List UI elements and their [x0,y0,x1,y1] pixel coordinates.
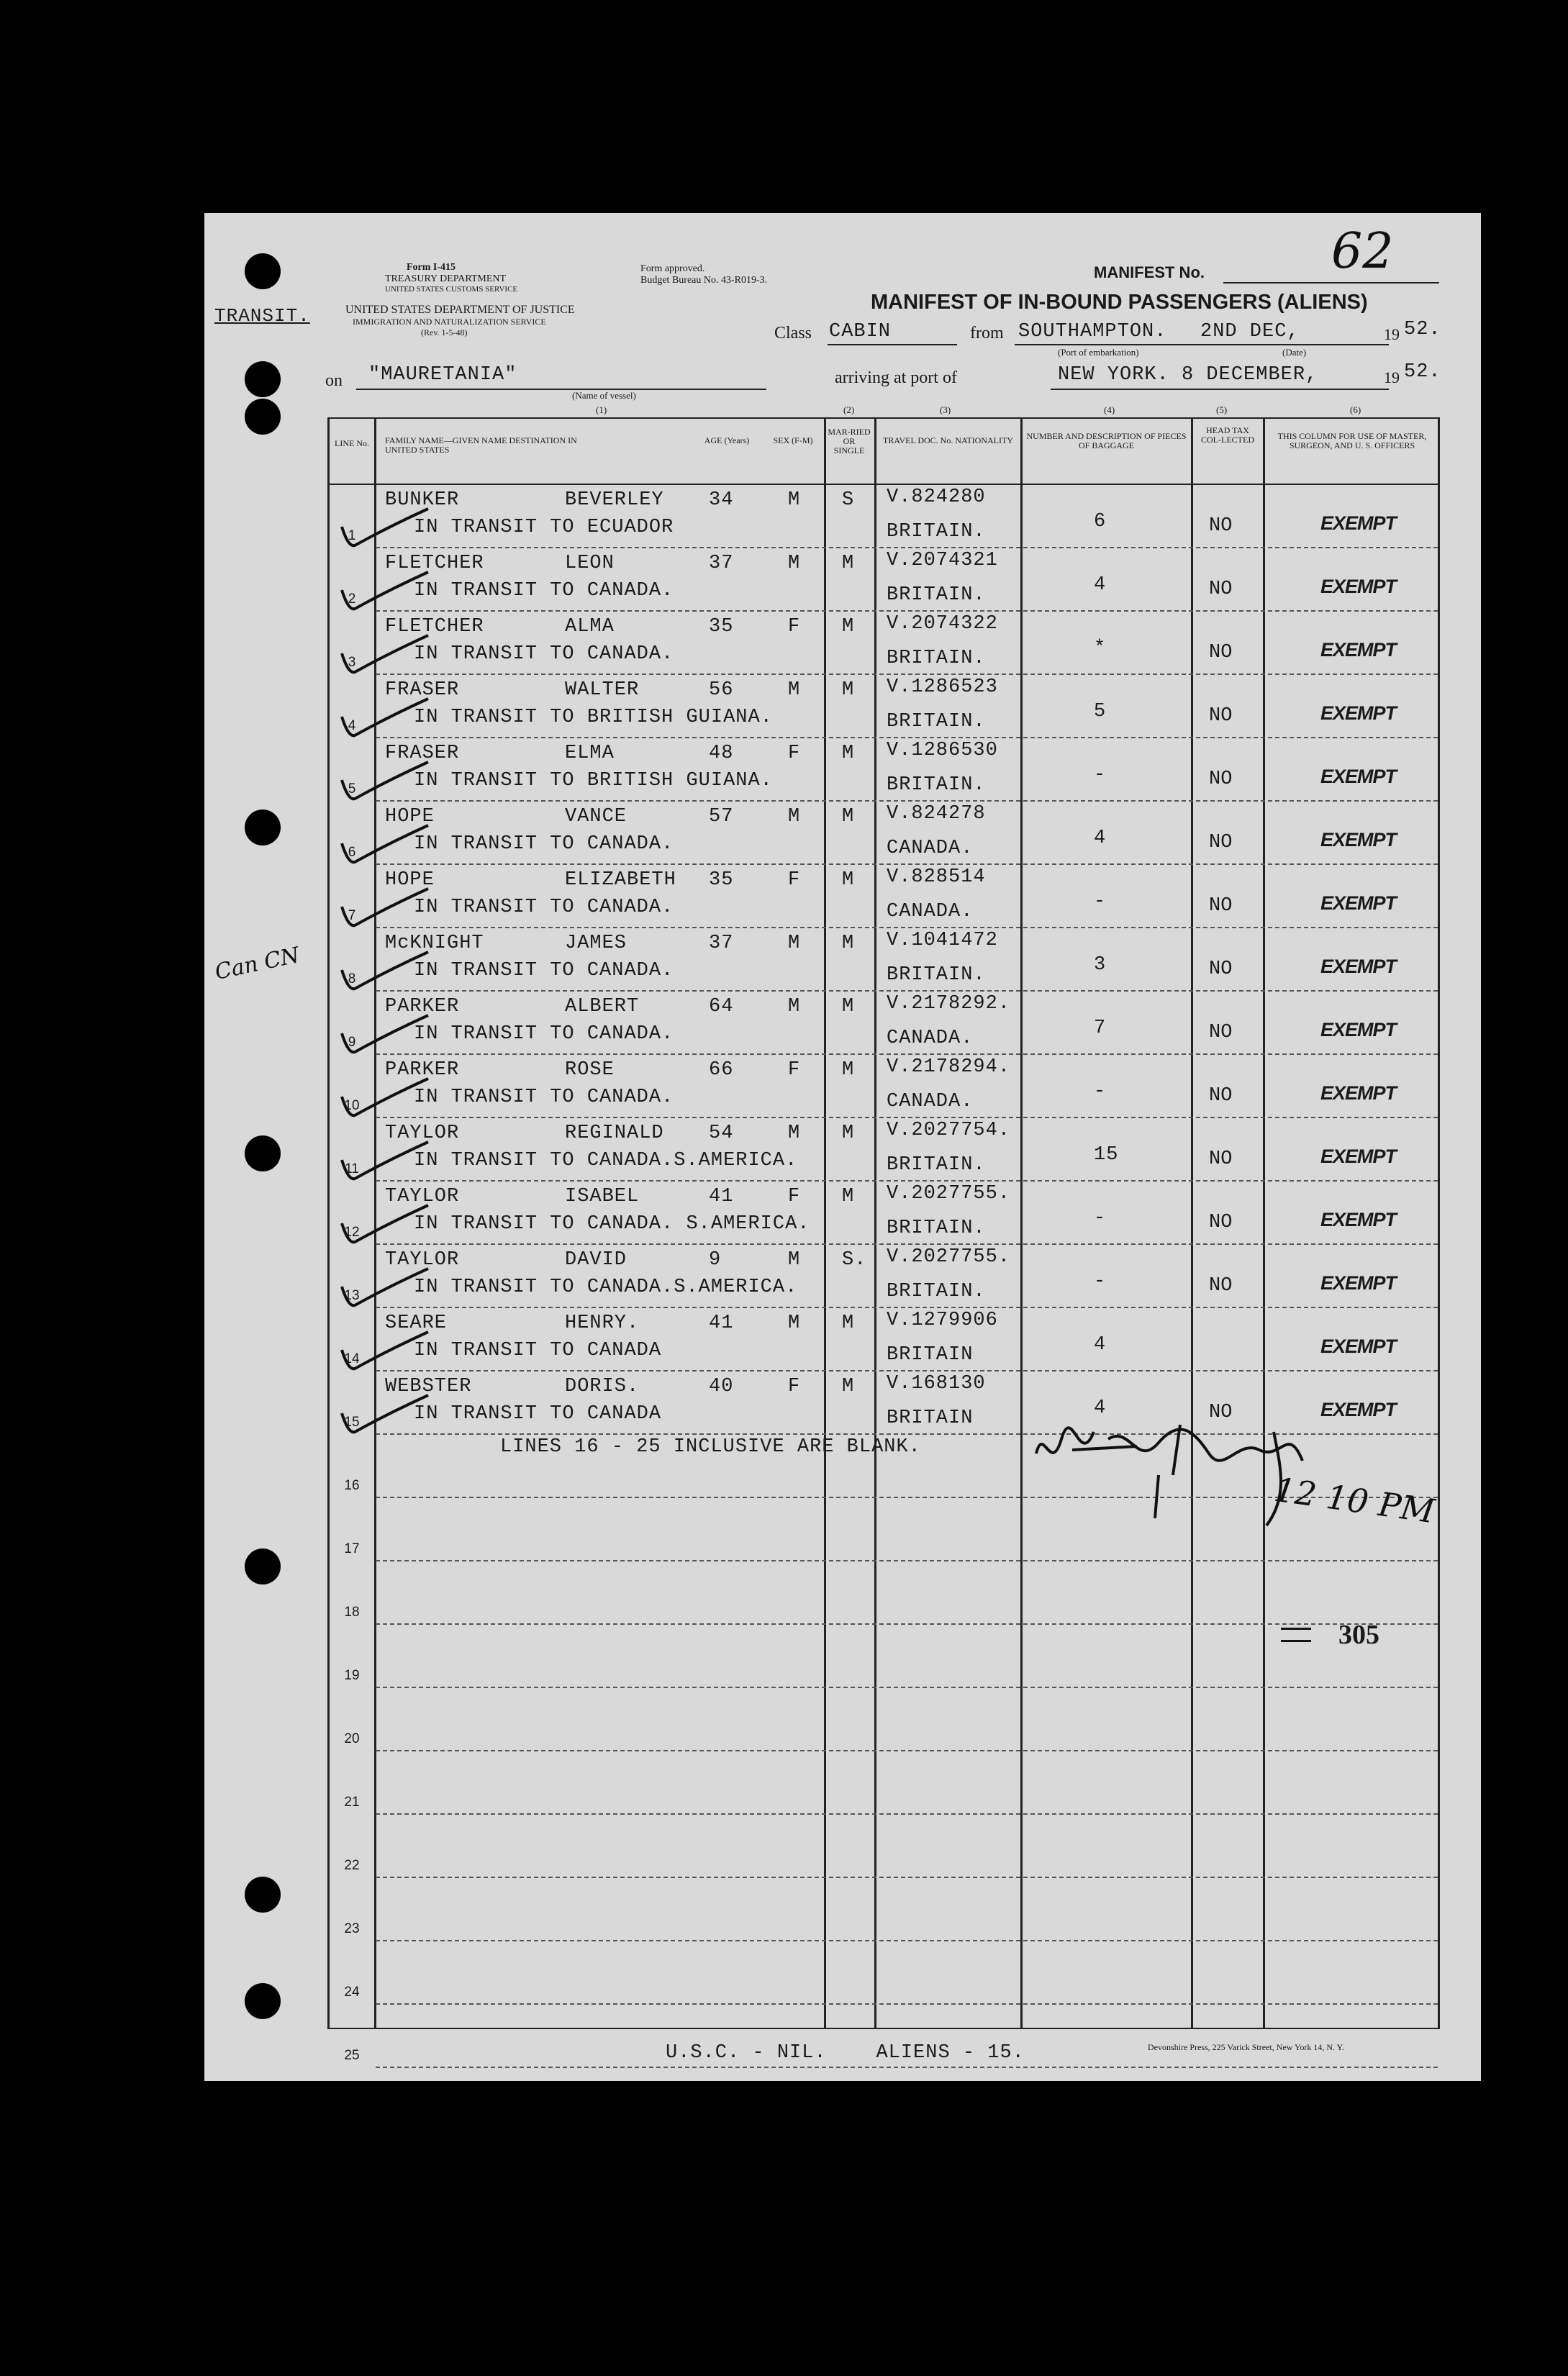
sex: M [788,489,801,511]
nationality: BRITAIN. [887,1218,986,1239]
col-number: (3) [940,404,951,415]
baggage-count: - [1094,891,1107,912]
baggage-count: - [1094,1207,1107,1229]
baggage-count: 4 [1094,827,1107,849]
header-bottom-border [327,484,1439,485]
row-number: 2 [348,591,356,607]
marital-status: M [842,996,855,1017]
nationality: BRITAIN [887,1344,974,1366]
age: 48 [709,743,734,764]
header-officers: THIS COLUMN FOR USE OF MASTER, SURGEON, AND U. S. OFFICERS [1277,431,1427,450]
row-divider [376,1053,1438,1055]
blank-lines-note: LINES 16 - 25 INCLUSIVE ARE BLANK. [500,1436,921,1458]
baggage-count: 4 [1094,574,1107,596]
row-divider [376,1940,1438,1941]
travel-doc: V.2178292. [887,993,1011,1015]
head-tax: NO [1209,515,1233,537]
sex: F [788,1376,801,1397]
rev-label: (Rev. 1-5-48) [421,327,468,337]
row-divider [376,1687,1438,1688]
travel-doc: V.2074321 [887,550,998,571]
travel-doc: V.2178294. [887,1056,1011,1078]
row-divider [376,737,1438,738]
sex: F [788,616,801,638]
officer-note: EXEMPT [1320,702,1397,724]
row-number: 21 [344,1795,360,1810]
sex: M [788,996,801,1017]
row-number: 13 [344,1288,360,1303]
vessel-underline [356,389,766,390]
row-divider [376,1117,1438,1118]
on-label: on [325,371,343,390]
header-travel-doc: TRAVEL DOC. No. NATIONALITY [883,435,1013,445]
vessel-name: "MAURETANIA" [368,364,517,386]
marital-status: M [842,1376,855,1397]
age: 41 [709,1186,734,1207]
travel-doc: V.824278 [887,803,986,825]
class-value: CABIN [829,321,892,343]
officer-note: EXEMPT [1320,892,1397,914]
page-title: MANIFEST OF IN-BOUND PASSENGERS (ALIENS) [871,291,1368,314]
row-divider [376,547,1438,548]
officer-note: EXEMPT [1320,1209,1397,1230]
nationality: BRITAIN. [887,774,986,796]
marital-status: S. [842,1249,867,1271]
family-name: FRASER [385,679,460,701]
destination: IN TRANSIT TO CANADA. [414,643,674,665]
col-number: (5) [1216,404,1228,415]
age: 35 [709,616,734,638]
destination: IN TRANSIT TO CANADA. [414,960,674,981]
row-number: 25 [344,2048,360,2063]
punch-hole [245,1877,281,1913]
family-name: FRASER [385,743,460,764]
nationality: BRITAIN. [887,1154,986,1176]
age: 9 [709,1249,722,1271]
head-tax: NO [1209,1148,1233,1170]
marital-status: M [842,933,855,954]
row-divider [376,990,1438,992]
travel-doc: V.2027755. [887,1183,1011,1205]
margin-note: Can CN [212,943,302,985]
nationality: BRITAIN [887,1407,974,1429]
family-name: HOPE [385,806,435,827]
row-number: 1 [348,528,356,543]
given-name: WALTER [565,679,640,701]
sex: M [788,806,801,827]
given-name: JAMES [565,933,627,954]
header-married: MAR-RIED OR SINGLE [828,427,871,455]
travel-doc: V.828514 [887,866,986,888]
row-number: 23 [344,1921,360,1936]
sex: M [788,1312,801,1334]
family-name: BUNKER [385,489,460,511]
table-right-border [1438,417,1440,2029]
marital-status: M [842,679,855,701]
total-stamp: 305 [1338,1620,1379,1650]
row-divider [376,863,1438,865]
row-divider [376,2003,1438,2005]
head-tax: NO [1209,1402,1233,1423]
row-divider [376,1877,1438,1878]
table-top-border [327,417,1439,419]
header-baggage: NUMBER AND DESCRIPTION OF PIECES OF BAGGAGE [1026,431,1187,450]
row-divider [376,1813,1438,1815]
destination: IN TRANSIT TO CANADA [414,1403,662,1425]
form-number: Form I-415 [407,262,456,273]
row-number: 9 [348,1035,356,1050]
baggage-tax-divider [1191,417,1193,2029]
sex: F [788,1186,801,1207]
marital-status: M [842,743,855,764]
footer-summary: U.S.C. - NIL. ALIENS - 15. [666,2042,1025,2064]
justice-label: UNITED STATES DEPARTMENT OF JUSTICE [345,304,575,316]
punch-hole [245,1135,281,1171]
travel-doc: V.1286530 [887,740,998,761]
total-stamp-marks [1281,1628,1311,1642]
punch-hole [245,253,281,289]
class-underline [828,344,957,345]
destination: IN TRANSIT TO CANADA. [414,897,674,918]
row-number: 6 [348,845,356,860]
row-divider [376,674,1438,675]
punch-hole [245,810,281,845]
family-name: TAYLOR [385,1123,460,1144]
travel-doc: V.824280 [887,486,986,508]
marital-status: M [842,553,855,574]
row-number: 7 [348,908,356,923]
age: 35 [709,869,734,891]
destination: IN TRANSIT TO ECUADOR [414,517,674,538]
marital-status: M [842,1059,855,1081]
row-number: 20 [344,1731,360,1746]
baggage-count: 7 [1094,1017,1107,1039]
head-tax: NO [1209,958,1233,980]
row-divider [376,1370,1438,1371]
travel-doc: V.168130 [887,1373,986,1395]
row-divider [376,1243,1438,1245]
date-caption: (Date) [1282,347,1307,358]
destination: IN TRANSIT TO CANADA [414,1340,662,1361]
table-bottom-border [327,2028,1439,2029]
officer-note: EXEMPT [1320,1019,1397,1040]
ins-label: IMMIGRATION AND NATURALIZATION SERVICE [353,317,546,327]
baggage-count: 15 [1094,1144,1119,1166]
port-of-embarkation: SOUTHAMPTON. [1018,321,1167,343]
destination: IN TRANSIT TO CANADA. [414,1023,674,1045]
marital-status: M [842,806,855,827]
given-name: DAVID [565,1249,627,1271]
row-number: 19 [344,1668,360,1683]
year-prefix: 19 [1384,325,1400,343]
nationality: BRITAIN. [887,584,986,606]
head-tax: NO [1209,1022,1233,1043]
tax-officer-divider [1263,417,1265,2029]
printer-imprint: Devonshire Press, 225 Varick Street, New York 14, N. Y. [1148,2042,1344,2052]
travel-doc: V.2074322 [887,613,998,635]
marital-status: M [842,869,855,891]
baggage-count: - [1094,1081,1107,1102]
sex: M [788,933,801,954]
row-divider [376,1750,1438,1751]
col-number: (6) [1350,404,1361,415]
officer-note: EXEMPT [1320,1336,1397,1357]
port-caption: (Port of embarkation) [1058,347,1139,358]
given-name: ALBERT [565,996,640,1017]
nationality: BRITAIN. [887,1281,986,1302]
arrival-underline [1051,389,1389,390]
header-age: AGE (Years) [704,435,750,445]
age: 56 [709,679,734,701]
baggage-count: - [1094,1271,1107,1292]
nationality: BRITAIN. [887,711,986,733]
travel-doc: V.1041472 [887,930,998,951]
destination: IN TRANSIT TO CANADA. [414,1087,674,1108]
sex: M [788,553,801,574]
nationality: CANADA. [887,1028,974,1049]
destination: IN TRANSIT TO CANADA. [414,833,674,855]
officer-note: EXEMPT [1320,1082,1397,1104]
header-head-tax: HEAD TAX COL-LECTED [1201,425,1254,445]
vessel-caption: (Name of vessel) [572,390,636,401]
destination: IN TRANSIT TO CANADA. [414,580,674,602]
sex-married-divider [824,417,826,2029]
nationality: BRITAIN. [887,964,986,986]
age: 57 [709,806,734,827]
transit-stamp: TRANSIT. [214,305,310,327]
given-name: REGINALD [565,1123,664,1144]
baggage-count: 5 [1094,701,1107,722]
row-number: 22 [344,1858,360,1873]
row-divider [376,1623,1438,1625]
given-name: ROSE [565,1059,615,1081]
baggage-count: 6 [1094,511,1107,532]
married-doc-divider [874,417,876,2029]
baggage-count: - [1094,764,1107,786]
given-name: ELMA [565,743,615,764]
baggage-count: 4 [1094,1334,1107,1356]
marital-status: M [842,1123,855,1144]
embark-underline [1015,344,1389,345]
family-name: FLETCHER [385,553,484,574]
row-number: 18 [344,1605,360,1620]
customs-label: UNITED STATES CUSTOMS SERVICE [385,285,518,294]
manifest-no-label: MANIFEST No. [1094,263,1205,281]
nationality: BRITAIN. [887,521,986,543]
family-name: PARKER [385,1059,460,1081]
officer-note: EXEMPT [1320,1272,1397,1294]
given-name: BEVERLEY [565,489,664,511]
destination: IN TRANSIT TO CANADA. S.AMERICA. [414,1213,810,1235]
officer-note: EXEMPT [1320,1399,1397,1420]
sex: F [788,743,801,764]
table-left-border [327,417,330,2029]
row-number: 12 [344,1225,360,1240]
treasury-label: TREASURY DEPARTMENT [385,273,507,284]
family-name: TAYLOR [385,1249,460,1271]
age: 34 [709,489,734,511]
row-number: 5 [348,781,356,797]
row-divider [376,1307,1438,1308]
family-name: TAYLOR [385,1186,460,1207]
row-number: 4 [348,718,356,733]
punch-hole [245,399,281,435]
given-name: LEON [565,553,615,574]
head-tax: NO [1209,832,1233,853]
officer-note: EXEMPT [1320,766,1397,787]
row-number: 8 [348,971,356,987]
officer-note: EXEMPT [1320,512,1397,534]
age: 40 [709,1376,734,1397]
head-tax: NO [1209,895,1233,917]
row-divider [376,927,1438,928]
officer-note: EXEMPT [1320,956,1397,977]
age: 37 [709,933,734,954]
head-tax: NO [1209,1275,1233,1297]
nationality: CANADA. [887,1091,974,1112]
given-name: ELIZABETH [565,869,676,891]
row-divider [376,1560,1438,1561]
sex: F [788,869,801,891]
row-number: 15 [344,1415,360,1430]
family-name: SEARE [385,1312,448,1334]
col-number: (1) [596,404,607,415]
form-approved: Form approved. [640,263,705,274]
arriving-label: arriving at port of [835,368,957,387]
punch-hole [245,1549,281,1584]
row-number: 16 [344,1478,360,1493]
officer-note: EXEMPT [1320,829,1397,851]
destination: IN TRANSIT TO BRITISH GUIANA. [414,770,773,792]
row-number: 14 [344,1351,360,1366]
head-tax: NO [1209,705,1233,727]
head-tax: NO [1209,1212,1233,1233]
arrival-year-suffix: 52. [1404,361,1441,383]
family-name: WEBSTER [385,1376,472,1397]
row-number: 11 [345,1161,359,1176]
class-label: Class [774,324,812,343]
given-name: DORIS. [565,1376,640,1397]
head-tax: NO [1209,642,1233,663]
family-name: McKNIGHT [385,933,484,954]
given-name: ALMA [565,616,615,638]
sex: M [788,1123,801,1144]
doc-baggage-divider [1020,417,1023,2029]
destination: IN TRANSIT TO CANADA.S.AMERICA. [414,1150,798,1171]
arrival-port: NEW YORK. 8 DECEMBER, [1058,364,1318,386]
nationality: CANADA. [887,838,974,859]
header-line-no: LINE No. [335,438,369,448]
sex: M [788,679,801,701]
row-divider [376,2067,1438,2068]
age: 64 [709,996,734,1017]
manifest-no-underline [1223,282,1439,284]
row-divider [376,800,1438,802]
sex: M [788,1249,801,1271]
age: 37 [709,553,734,574]
row-divider [376,1180,1438,1182]
travel-doc: V.1279906 [887,1310,998,1331]
marital-status: M [842,616,855,638]
row-number: 17 [344,1541,360,1556]
head-tax: NO [1209,1085,1233,1107]
sex: F [788,1059,801,1081]
punch-hole [245,361,281,397]
baggage-count: * [1094,638,1107,659]
marital-status: S [842,489,855,511]
year-suffix: 52. [1404,319,1441,340]
family-name: PARKER [385,996,460,1017]
travel-doc: V.1286523 [887,676,998,698]
date: 2ND DEC, [1200,321,1300,343]
row-divider [376,610,1438,612]
head-tax: NO [1209,768,1233,790]
baggage-count: 4 [1094,1397,1107,1419]
destination: IN TRANSIT TO BRITISH GUIANA. [414,707,773,728]
header-name: FAMILY NAME—GIVEN NAME DESTINATION IN UNITED STATES [385,435,577,455]
nationality: BRITAIN. [887,648,986,669]
marital-status: M [842,1312,855,1334]
given-name: ISABEL [565,1186,640,1207]
punch-hole [245,1983,281,2019]
family-name: HOPE [385,869,435,891]
arrival-year-prefix: 19 [1384,368,1400,386]
col-number: (2) [843,404,855,415]
from-label: from [970,324,1004,343]
officer-note: EXEMPT [1320,639,1397,661]
marital-status: M [842,1186,855,1207]
officer-note: EXEMPT [1320,1146,1397,1167]
family-name: FLETCHER [385,616,484,638]
nationality: CANADA. [887,901,974,922]
officer-note: EXEMPT [1320,576,1397,597]
head-tax: NO [1209,579,1233,600]
age: 66 [709,1059,734,1081]
travel-doc: V.2027755. [887,1246,1011,1268]
age: 41 [709,1312,734,1334]
signature-time: 12 10 PM [1272,1469,1438,1531]
age: 54 [709,1123,734,1144]
row-number: 10 [344,1098,360,1113]
given-name: HENRY. [565,1312,640,1334]
row-number: 3 [348,655,356,670]
travel-doc: V.2027754. [887,1120,1011,1141]
row-number: 24 [344,1985,360,2000]
col-number: (4) [1104,404,1115,415]
header-sex: SEX (F-M) [773,435,813,445]
destination: IN TRANSIT TO CANADA.S.AMERICA. [414,1277,798,1298]
given-name: VANCE [565,806,627,827]
budget-bureau: Budget Bureau No. 43-R019-3. [640,275,768,286]
baggage-count: 3 [1094,954,1107,976]
manifest-number: 62 [1331,223,1394,280]
